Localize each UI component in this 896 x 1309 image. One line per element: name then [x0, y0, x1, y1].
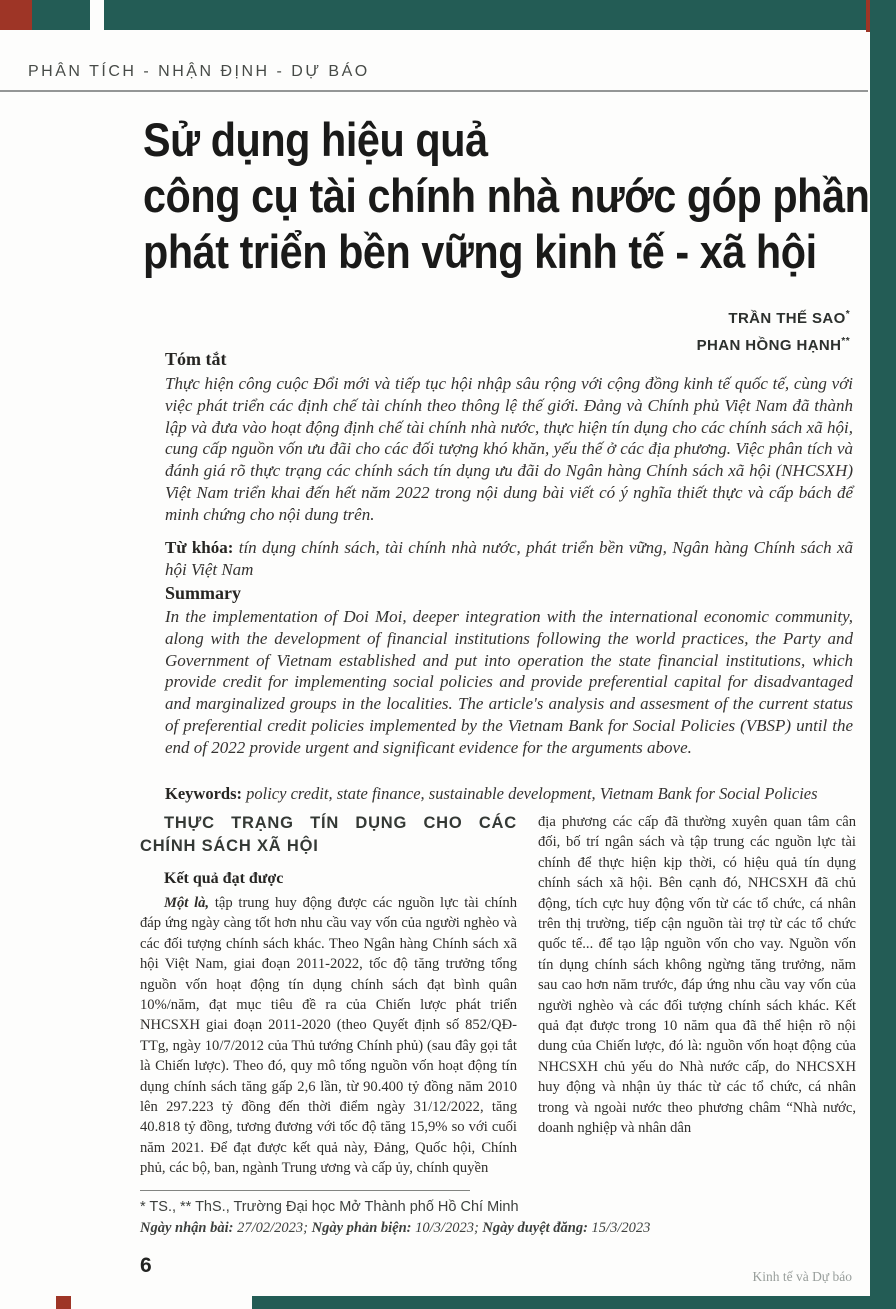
keywords-vi-label: Từ khóa:: [165, 538, 234, 557]
approved-label: Ngày duyệt đăng:: [482, 1220, 588, 1236]
section-kicker: PHÂN TÍCH - NHẬN ĐỊNH - DỰ BÁO: [28, 63, 370, 80]
top-left-red-square: [0, 0, 32, 30]
section-subheading: Kết quả đạt được: [164, 870, 284, 887]
journal-name: Kinh tế và Dự báo: [752, 1269, 852, 1284]
bottom-left-red-square: [56, 1296, 71, 1309]
section-heading: THỰC TRẠNG TÍN DỤNG CHO CÁC CHÍNH SÁCH XÃ HỘI: [140, 814, 517, 855]
body-column-right: [538, 812, 856, 1190]
keywords-vi-text: tín dụng chính sách, tài chính nhà nước, phát triển bền vững, Ngân hàng Chính sách xã hội Việt Nam: [165, 538, 853, 579]
article-title: [143, 112, 869, 280]
received-value: 27/02/2023;: [233, 1220, 312, 1236]
summary-text: In the implementation of Doi Moi, deeper integration with the international economic community, along with the development of financial institutions following the world practices, the Party and Government of Vietnam established and put into operation the state financial institutions, which provide credit for implementing social policies and provide preferential capital for disadvantaged and marginalized groups in the localities. The article's analysis and assesment of the current status of preferential credit policies implemented by the Vietnam Bank for Social Policies (VBSP) until the end of 2022 provide urgent and significant evidence for the arguments above.: [165, 607, 853, 757]
top-color-band: [0, 0, 896, 30]
received-label: Ngày nhận bài:: [140, 1220, 234, 1236]
page-number: 6: [140, 1254, 152, 1277]
abstract-text: Thực hiện công cuộc Đổi mới và tiếp tục hội nhập sâu rộng với cộng đồng kinh tế quốc tế, cùng với việc phát triển các định chế tài chính theo thông lệ thế giới. Đảng và Chính phủ Việt Nam đã thành lập và đưa vào hoạt động định chế tài chính nhà nước, thực hiện tín dụng cho các chính sách xã hội, cung cấp nguồn vốn ưu đãi cho các đối tượng khó khăn, yếu thế ở các địa phương. Việc phân tích và đánh giá rõ thực trạng các chính sách tín dụng ưu đãi do Ngân hàng Chính sách xã hội (NHCSXH) Việt Nam triển khai đến hết năm 2022 trong nội dung bài viết có ý nghĩa thiết thực và cấp bách để minh chứng cho nội dung trên.: [165, 374, 853, 524]
header-rule: [0, 90, 868, 92]
keywords-vi: [165, 537, 853, 581]
keywords-en-text: policy credit, state finance, sustainable development, Vietnam Bank for Social Policies: [242, 784, 818, 803]
footnote-dates: [140, 1220, 650, 1237]
bottom-color-band: [252, 1296, 896, 1309]
author-2-name: PHAN HỒNG HẠNH: [696, 337, 842, 354]
title-line-1: Sử dụng hiệu quả: [143, 113, 488, 166]
reviewed-value: 10/3/2023;: [411, 1220, 483, 1236]
footnote-affiliation: * TS., ** ThS., Trường Đại học Mở Thành phố Hồ Chí Minh: [140, 1199, 519, 1215]
approved-value: 15/3/2023: [587, 1220, 651, 1236]
reviewed-label: Ngày phản biện:: [311, 1220, 412, 1236]
top-band-notch: [90, 0, 104, 30]
body-column-left: [140, 812, 517, 1186]
author-1-name: TRẦN THẾ SAO: [728, 310, 846, 327]
title-line-3: phát triển bền vững kinh tế - xã hội: [143, 225, 817, 278]
paragraph-lead: Một là,: [164, 895, 210, 911]
keywords-en: [165, 784, 853, 804]
body-paragraph-left: [140, 893, 517, 1179]
right-color-band: [870, 0, 896, 1309]
abstract-label: Tóm tắt: [165, 349, 227, 369]
footnote-rule: [140, 1190, 470, 1191]
author-1-affiliation-mark: *: [845, 309, 850, 320]
summary-label: Summary: [165, 583, 241, 603]
author-2-affiliation-mark: **: [841, 336, 850, 347]
body-paragraph-right: địa phương các cấp đã thường xuyên quan tâm cân đối, bố trí ngân sách và tập trung các nguồn lực tài chính để thực hiện kịp thời, có hiệu quả tín dụng chính sách xã hội. Bên cạnh đó, NHCSXH đã chủ động, tích cực huy động vốn từ các tổ chức, cá nhân trên thị trường, tiếp cận nguồn tài trợ từ các tổ chức quốc tế... để tạo lập nguồn vốn cho vay. Nguồn vốn tín dụng chính sách không ngừng tăng trưởng, năm sau cao hơn năm trước, đáp ứng nhu cầu vay vốn của người nghèo và các đối tượng chính sách khác. Kết quả đạt được trong 10 năm qua đã thể hiện rõ nội dung của Chiến lược, đó là: nguồn vốn hoạt động của NHCSXH chủ yếu do Nhà nước cấp, do NHCSXH huy động và nhận ủy thác từ các tổ chức, cá nhân trong và ngoài nước theo phương châm “Nhà nước, doanh nghiệp và nhân dân: [538, 814, 856, 1137]
author-block: [697, 303, 850, 357]
paragraph-left-text: tập trung huy động được các nguồn lực tài chính đáp ứng ngày càng tốt hơn nhu cầu vay vốn của người nghèo và các đối tượng chính sách khác. Theo Ngân hàng Chính sách xã hội Việt Nam, giai đoạn 2011-2022, tốc độ tăng trưởng tổng nguồn vốn hoạt động tín dụng chính sách đạt bình quân 10%/năm, đạt mục tiêu đề ra của Chiến lược phát triển NHCSXH giai đoạn 2011-2020 (theo Quyết định số 852/QĐ-TTg, ngày 10/7/2012 của Thủ tướng Chính phủ) (sau đây gọi tắt là Chiến lược). Theo đó, quy mô tổng nguồn vốn hoạt động tín dụng chính sách tăng gấp 2,6 lần, từ 90.400 tỷ đồng năm 2010 lên 297.223 tỷ đồng đến thời điểm ngày 31/12/2022, tăng 40.818 tỷ đồng, tương đương với tốc độ tăng 15,9% so với cuối năm 2021. Để đạt được kết quả này, Đảng, Quốc hội, Chính phủ, các bộ, ban, ngành Trung ương và cấp ủy, chính quyền: [140, 895, 517, 1177]
keywords-en-label: Keywords:: [165, 784, 242, 803]
author-1: [697, 303, 850, 330]
author-2: [697, 330, 850, 357]
title-line-2: công cụ tài chính nhà nước góp phần: [143, 169, 870, 222]
